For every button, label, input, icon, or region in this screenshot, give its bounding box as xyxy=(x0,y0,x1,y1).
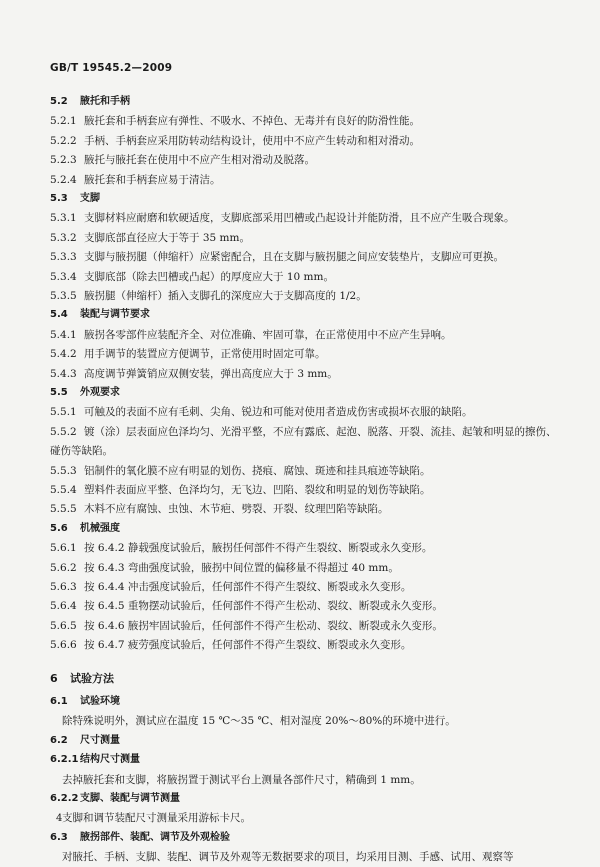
clause-number: 6.3 xyxy=(50,831,68,843)
clause-number: 5.6.4 xyxy=(50,600,77,613)
clause-text: 机械强度 xyxy=(80,522,120,534)
clause-text: 试验环境 xyxy=(80,696,120,707)
paragraph xyxy=(62,850,570,864)
clause-number: 5.2.2 xyxy=(50,134,77,147)
clause-text: 支脚材料应耐磨和软硬适度，支脚底部采用凹槽或凸起设计并能防滑，且不应产生吸合现象。 xyxy=(84,212,515,225)
section-heading xyxy=(50,95,570,109)
clause-item xyxy=(50,328,570,342)
clause-number: 5.4 xyxy=(50,309,68,321)
clause-number: 6.1 xyxy=(50,696,68,707)
standard-code: GB/T 19545.2—2009 xyxy=(50,62,173,74)
clause-number: 5.5.1 xyxy=(50,406,77,419)
clause-text: 手柄、手柄套应采用防转动结构设计，使用中不应产生转动和相对滑动。 xyxy=(84,134,420,147)
clause-text: 除特殊说明外，测试应在温度 15 ℃～35 ℃、相对湿度 20%～80%的环境中进行。 xyxy=(62,715,456,728)
clause-number: 5.6.2 xyxy=(50,561,77,574)
clause-number: 5.5.2 xyxy=(50,425,77,438)
clause-item xyxy=(50,580,570,594)
paragraph xyxy=(62,773,570,787)
clause-text: 按 6.4.6 腋拐牢固试验后，任何部件不得产生松动、裂纹、断裂或永久变形。 xyxy=(84,619,443,632)
clause-number: 6 xyxy=(50,671,58,685)
clause-text: 可触及的表面不应有毛刺、尖角、锐边和可能对使用者造成伤害或损坏衣服的缺陷。 xyxy=(84,406,473,419)
clause-number: 6.2 xyxy=(50,734,68,746)
clause-number: 5.3.5 xyxy=(50,290,77,302)
clause-item xyxy=(50,619,570,633)
clause-number: 5.3.4 xyxy=(50,270,77,283)
clause-text: 支脚 xyxy=(80,193,100,204)
clause-number: 5.6.3 xyxy=(50,581,77,593)
clause-item xyxy=(50,405,570,419)
clause-number: 5.3.1 xyxy=(50,212,77,225)
clause-text: 支脚底部直径应大于等于 35 mm。 xyxy=(84,231,250,244)
clause-text: 腋托与腋托套在使用中不应产生相对滑动及脱落。 xyxy=(84,154,315,167)
clause-text: 按 6.4.3 弯曲强度试验，腋拐中间位置的偏移量不得超过 40 mm。 xyxy=(84,561,399,574)
paragraph xyxy=(62,714,570,728)
section-heading xyxy=(50,695,570,709)
clause-number: 5.6.5 xyxy=(50,619,77,632)
clause-text: 腋拐腿（伸缩杆）插入支脚孔的深度应大于支脚高度的 1/2。 xyxy=(84,290,367,302)
clause-text: 按 6.4.2 静载强度试验后，腋拐任何部件不得产生裂纹、断裂或永久变形。 xyxy=(84,542,433,555)
clause-number: 5.5.3 xyxy=(50,464,77,477)
clause-number: 5.6.6 xyxy=(50,639,77,652)
clause-number: 5.5.4 xyxy=(50,484,77,496)
clause-number: 5.2.3 xyxy=(50,154,77,167)
clause-number: 5.5 xyxy=(50,387,68,398)
clause-item xyxy=(50,250,570,264)
clause-item xyxy=(50,502,570,516)
paragraph-continuation xyxy=(50,444,570,458)
clause-text: 支脚与腋拐腿（伸缩杆）应紧密配合，且在支脚与腋拐腿之间应安装垫片，支脚应可更换。 xyxy=(84,251,504,264)
clause-number: 6.2.1 xyxy=(50,754,79,766)
section-heading xyxy=(50,792,570,806)
clause-item xyxy=(50,134,570,148)
clause-number: 5.4.1 xyxy=(50,328,77,341)
clause-item xyxy=(50,367,570,381)
clause-item xyxy=(50,541,570,555)
clause-text: 支脚和调节装配尺寸测量采用游标卡尺。 xyxy=(62,812,251,825)
clause-text: 支脚底部（除去凹槽或凸起）的厚度应大于 10 mm。 xyxy=(84,270,334,283)
clause-number: 5.5.5 xyxy=(50,503,77,516)
clause-number: 5.2.4 xyxy=(50,173,77,186)
section-heading xyxy=(50,831,570,845)
clause-item xyxy=(50,289,570,303)
clause-text: 腋托套和手柄套应易于清洁。 xyxy=(84,173,221,186)
clause-number: 5.3.3 xyxy=(50,251,77,264)
clause-item xyxy=(50,638,570,652)
chapter-heading xyxy=(50,672,570,686)
clause-text: 用手调节的装置应方便调节，正常使用时固定可靠。 xyxy=(84,348,326,361)
clause-item xyxy=(50,425,570,439)
clause-item xyxy=(50,483,570,497)
clause-number: 5.6.1 xyxy=(50,542,77,555)
clause-item xyxy=(50,114,570,128)
clause-text: 装配与调节要求 xyxy=(80,309,150,321)
section-heading xyxy=(50,386,570,400)
clause-text: 按 6.4.5 重物摆动试验后，任何部件不得产生松动、裂纹、断裂或永久变形。 xyxy=(84,600,443,613)
clause-number: 5.3.2 xyxy=(50,231,77,244)
section-heading xyxy=(50,522,570,536)
section-heading xyxy=(50,192,570,206)
clause-text: 去掉腋托套和支脚，将腋拐置于测试平台上测量各部件尺寸，精确到 1 mm。 xyxy=(62,773,421,786)
clause-item xyxy=(50,211,570,225)
clause-text: 塑料件表面应平整、色泽均匀，无飞边、凹陷、裂纹和明显的划伤等缺陷。 xyxy=(84,484,431,496)
clause-text: 外观要求 xyxy=(80,387,120,398)
clause-text: 高度调节弹簧销应双侧安装，弹出高度应大于 3 mm。 xyxy=(84,367,338,380)
section-heading xyxy=(50,308,570,322)
clause-number: 5.3 xyxy=(50,193,68,204)
clause-text: 按 6.4.4 冲击强度试验后，任何部件不得产生裂纹、断裂或永久变形。 xyxy=(84,581,412,593)
section-heading xyxy=(50,753,570,767)
section-heading xyxy=(50,734,570,748)
clause-item xyxy=(50,153,570,167)
clause-number: 5.6 xyxy=(50,522,68,534)
page-number: 4 xyxy=(56,813,63,824)
clause-number: 6.2.2 xyxy=(50,793,79,804)
clause-text: 支脚、装配与调节测量 xyxy=(80,793,180,804)
clause-text: 结构尺寸测量 xyxy=(80,754,140,766)
clause-number: 5.4.3 xyxy=(50,367,77,380)
clause-text: 铝制件的氧化膜不应有明显的划伤、挠痕、腐蚀、斑迹和挂具痕迹等缺陷。 xyxy=(84,464,431,477)
clause-item xyxy=(50,464,570,478)
clause-item xyxy=(50,599,570,613)
clause-text: 木料不应有腐蚀、虫蚀、木节疤、劈裂、开裂、纹理凹陷等缺陷。 xyxy=(84,503,389,516)
clause-number: 5.2.1 xyxy=(50,115,77,128)
paragraph xyxy=(62,811,570,825)
clause-item xyxy=(50,561,570,575)
clause-item xyxy=(50,347,570,361)
clause-item xyxy=(50,231,570,245)
clause-text: 腋拐各零部件应装配齐全、对位准确、牢固可靠，在正常使用中不应产生异响。 xyxy=(84,328,452,341)
clause-text: 尺寸测量 xyxy=(80,734,120,746)
clause-text: 按 6.4.7 疲劳强度试验后，任何部件不得产生裂纹、断裂或永久变形。 xyxy=(84,639,412,652)
clause-item xyxy=(50,173,570,187)
clause-text: 腋拐部件、装配、调节及外观检验 xyxy=(80,831,230,843)
clause-text: 腋托和手柄 xyxy=(80,96,130,107)
clause-text: 镀（涂）层表面应色泽均匀、光滑平整，不应有露底、起泡、脱落、开裂、流挂、起皱和明显的擦伤、 xyxy=(84,425,557,438)
clause-text: 对腋托、手柄、支脚、装配、调节及外观等无数据要求的项目，均采用目测、手感、试用、观察等 xyxy=(62,851,514,864)
clause-number: 5.2 xyxy=(50,96,68,107)
clause-text: 试验方法 xyxy=(70,671,114,685)
clause-text: 碰伤等缺陷。 xyxy=(50,445,113,458)
clause-number: 5.4.2 xyxy=(50,348,77,361)
clause-item xyxy=(50,270,570,284)
clause-text: 腋托套和手柄套应有弹性、不吸水、不掉色、无毒并有良好的防滑性能。 xyxy=(84,115,420,128)
